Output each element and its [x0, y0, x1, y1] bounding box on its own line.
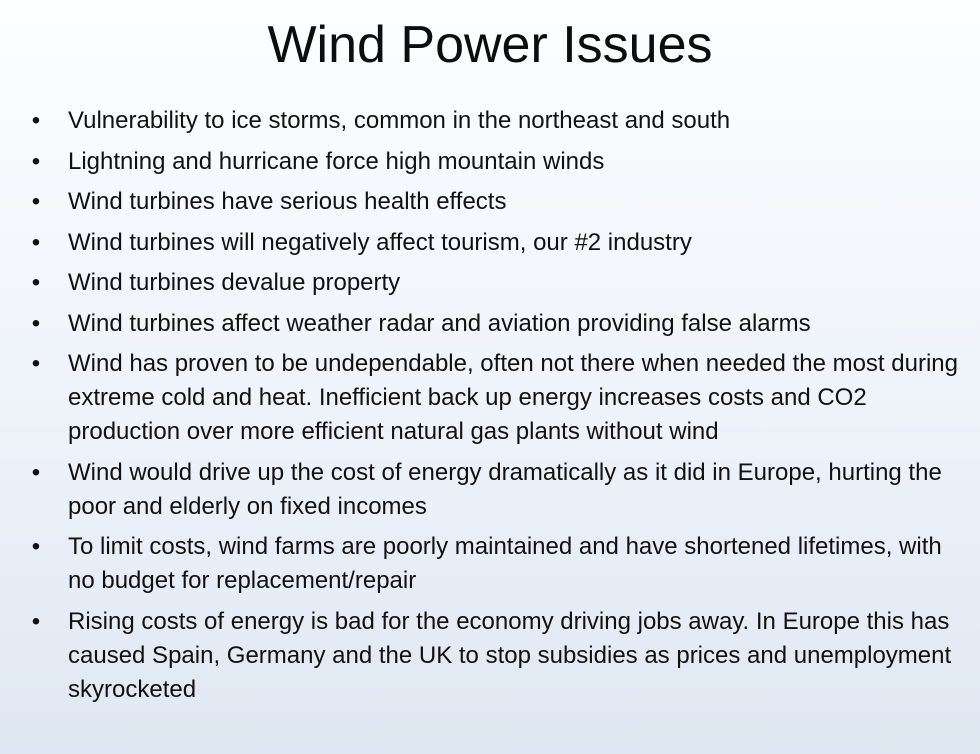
bullet-item	[0, 145, 980, 179]
bullet-text: Wind turbines have serious health effects	[68, 188, 507, 215]
bullet-text: Lightning and hurricane force high mountain winds	[68, 147, 605, 175]
bullet-item	[0, 266, 980, 300]
bullet-item	[0, 185, 980, 219]
bullet-icon: •	[31, 607, 41, 635]
bullet-item	[0, 530, 980, 598]
bullet-text: Wind has proven to be undependable, often not there when needed the most during extreme cold and heat. Inefficient back up energy increases costs and CO2 production over more efficient natural gas plants without wind	[68, 350, 958, 445]
bullet-item	[0, 456, 980, 524]
bullet-item	[0, 307, 980, 341]
bullet-icon: •	[31, 228, 41, 256]
bullet-item	[0, 104, 980, 138]
bullet-text: Vulnerability to ice storms, common in the northeast and south	[68, 107, 731, 134]
bullet-icon: •	[31, 309, 41, 337]
bullet-item	[0, 226, 980, 260]
bullet-list	[0, 104, 980, 713]
bullet-icon: •	[31, 458, 41, 486]
bullet-item	[0, 605, 980, 707]
bullet-icon: •	[31, 350, 41, 377]
bullet-text: Rising costs of energy is bad for the economy driving jobs away. In Europe this has caused Spain, Germany and the UK to stop subsidies as prices and unemployment skyrocketed	[68, 607, 952, 703]
bullet-icon: •	[31, 107, 41, 134]
slide-title: Wind Power Issues	[267, 16, 713, 74]
bullet-text: Wind turbines devalue property	[68, 269, 401, 296]
bullet-icon: •	[31, 533, 41, 560]
bullet-text: Wind would drive up the cost of energy dramatically as it did in Europe, hurting the poor and elderly on fixed incomes	[68, 458, 942, 520]
bullet-text: Wind turbines will negatively affect tourism, our #2 industry	[68, 228, 692, 256]
bullet-icon: •	[31, 269, 41, 296]
bullet-text: Wind turbines affect weather radar and aviation providing false alarms	[68, 309, 811, 337]
bullet-icon: •	[31, 188, 41, 215]
bullet-item	[0, 347, 980, 449]
bullet-icon: •	[31, 147, 41, 175]
bullet-text: To limit costs, wind farms are poorly maintained and have shortened lifetimes, with no budget for replacement/repair	[68, 533, 942, 594]
